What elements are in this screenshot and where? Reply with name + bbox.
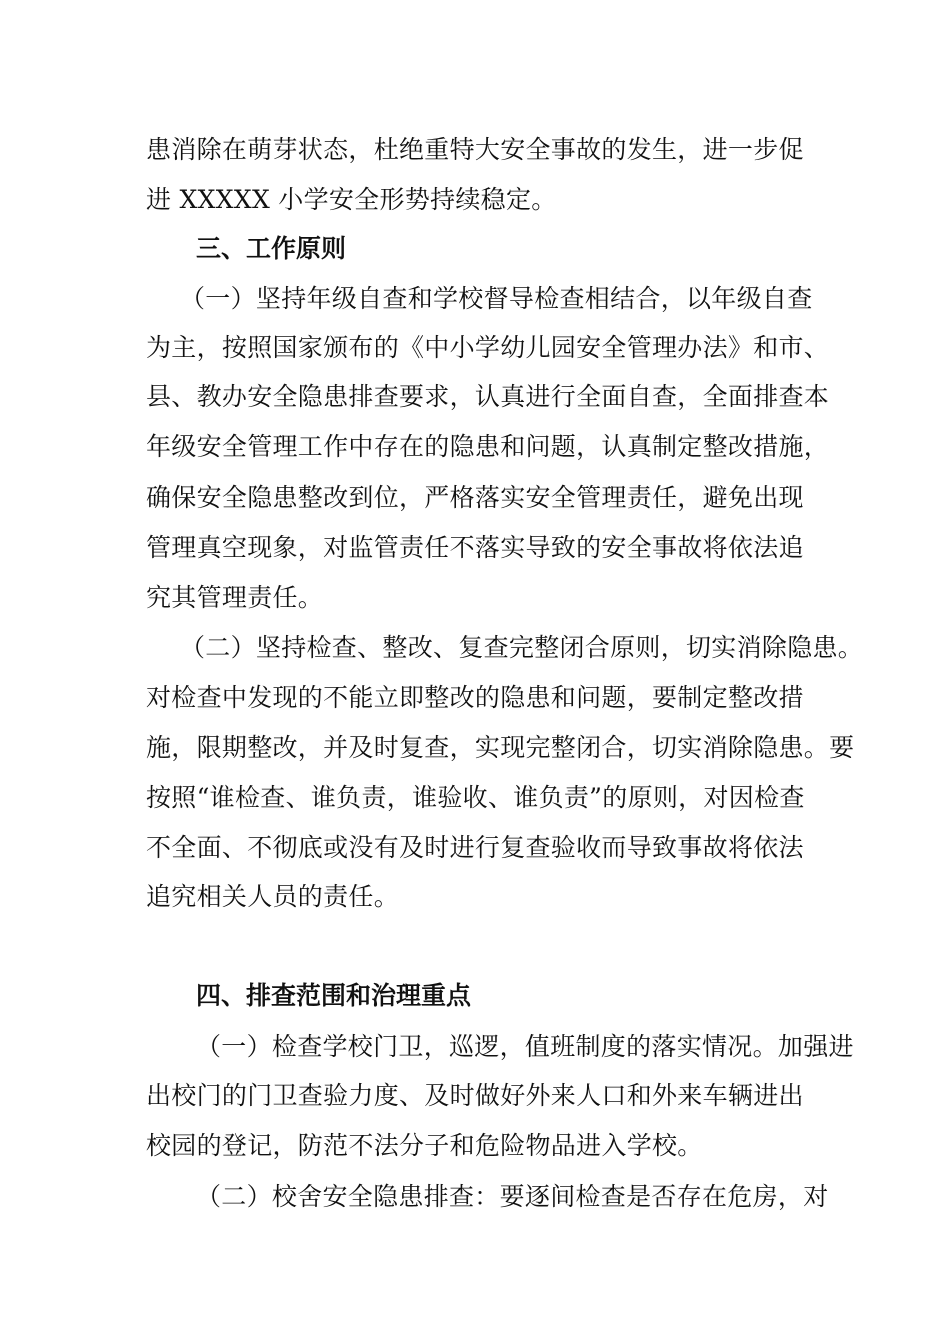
section-3-para-2-line-2: 对检查中发现的不能立即整改的隐患和问题，要制定整改措 (146, 683, 804, 712)
section-3-para-1-line-4: 年级安全管理工作中存在的隐患和问题，认真制定整改措施， (146, 432, 830, 461)
section-3-heading: 三、工作原则 (196, 234, 347, 263)
intro-line-1: 患消除在萌芽状态，杜绝重特大安全事故的发生，进一步促 (146, 135, 804, 164)
section-3-para-2-line-5: 不全面、不彻底或没有及时进行复查验收而导致事故将依法 (146, 833, 804, 862)
intro-line-2: 进 XXXXX 小学安全形势持续稳定。 (146, 185, 557, 214)
section-4-para-2-line-1: （二）校舍安全隐患排查：要逐间检查是否存在危房，对 (196, 1182, 829, 1211)
section-4-para-1-line-2: 出校门的门卫查验力度、及时做好外来人口和外来车辆进出 (146, 1081, 804, 1110)
section-3-para-1-line-6: 管理真空现象，对监管责任不落实导致的安全事故将依法追 (146, 533, 804, 562)
section-3-para-2-line-3: 施，限期整改，并及时复查，实现完整闭合，切实消除隐患。要 (146, 733, 855, 762)
section-3-para-1-line-7: 究其管理责任。 (146, 583, 324, 612)
section-3-para-1-line-3: 县、教办安全隐患排查要求，认真进行全面自查，全面排查本 (146, 382, 830, 411)
section-3-para-1-line-2: 为主，按照国家颁布的《中小学幼儿园安全管理办法》和市、 (146, 333, 830, 362)
section-3-para-1-line-5: 确保安全隐患整改到位，严格落实安全管理责任，避免出现 (146, 483, 804, 512)
section-3-para-2-line-1: （二）坚持检查、整改、复查完整闭合原则，切实消除隐患。 (180, 633, 864, 662)
section-3-para-2-line-4: 按照“谁检查、谁负责，谁验收、谁负责”的原则，对因检查 (146, 783, 805, 812)
section-4-heading: 四、排查范围和治理重点 (196, 981, 472, 1010)
section-3-para-2-line-6: 追究相关人员的责任。 (146, 882, 400, 911)
section-4-para-1-line-3: 校园的登记，防范不法分子和危险物品进入学校。 (146, 1131, 703, 1160)
section-3-para-1-line-1: （一）坚持年级自查和学校督导检查相结合，以年级自查 (180, 284, 813, 313)
section-4-para-1-line-1: （一）检查学校门卫，巡逻，值班制度的落实情况。加强进 (196, 1032, 854, 1061)
